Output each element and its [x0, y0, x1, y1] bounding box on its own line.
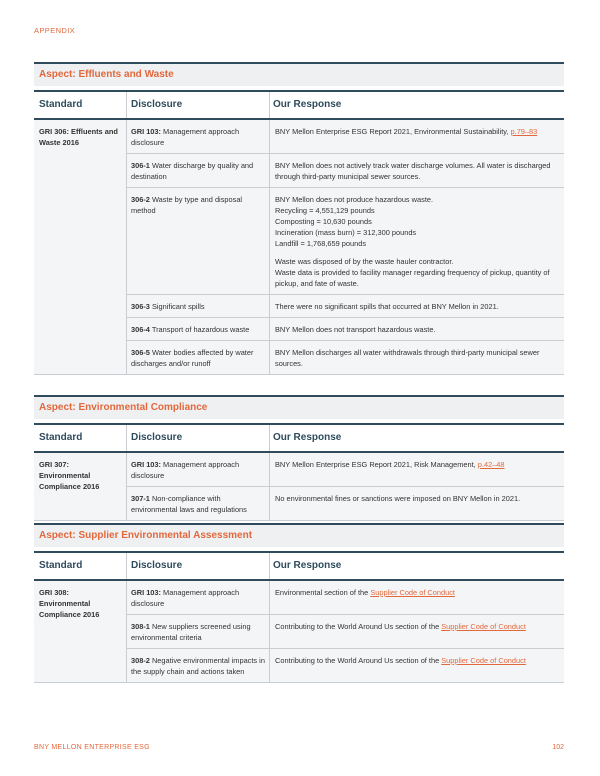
disclosure-text: New suppliers screened using environmental criteria	[131, 622, 251, 642]
col-disclosure: Disclosure	[126, 553, 269, 579]
response-text: BNY Mellon Enterprise ESG Report 2021, Risk Management,	[275, 460, 478, 469]
aspect-title: Aspect: Effluents and Waste	[34, 62, 564, 86]
disclosure-text: Waste by type and disposal method	[131, 195, 243, 215]
aspect-title: Aspect: Supplier Environmental Assessment	[34, 523, 564, 547]
disclosure-code: 306-1	[131, 161, 150, 170]
response-line: Waste was disposed of by the waste hauler contractor.	[275, 257, 454, 266]
disclosure-text: Management approach disclosure	[131, 127, 240, 147]
table-body	[34, 581, 564, 683]
disclosure-text: Significant spills	[149, 302, 205, 311]
disclosure-text: Management approach disclosure	[131, 460, 240, 480]
response-text: There were no significant spills that occurred at BNY Mellon in 2021.	[275, 302, 499, 311]
table-row	[127, 648, 564, 682]
response-text: Contributing to the World Around Us section of the	[275, 622, 442, 631]
response-line: Incineration (mass burn) = 312,300 pounds	[275, 228, 417, 237]
page-link[interactable]: p.42–48	[477, 460, 505, 469]
response-text: BNY Mellon does not transport hazardous waste.	[275, 325, 436, 334]
disclosure-text: Water bodies affected by water discharges and/or runoff	[131, 348, 254, 368]
page-number: 102	[552, 744, 564, 751]
response-text: BNY Mellon discharges all water withdrawals through third-party municipal sewer sources.	[275, 348, 540, 368]
supplier-code-link[interactable]: Supplier Code of Conduct	[441, 656, 526, 665]
page-link[interactable]: p.79–83	[510, 127, 538, 136]
col-standard: Standard	[39, 99, 83, 110]
table-row	[127, 120, 564, 153]
disclosure-code: 308-2	[131, 656, 150, 665]
table-header	[34, 423, 564, 453]
disclosure-text: Negative environmental impacts in the supply chain and actions taken	[131, 656, 265, 676]
disclosure-text: Non-compliance with environmental laws and regulations	[131, 494, 247, 514]
col-response: Our Response	[269, 553, 564, 579]
col-standard: Standard	[39, 560, 83, 571]
table-row	[127, 486, 564, 520]
table-row	[127, 153, 564, 187]
disclosure-code: GRI 103:	[131, 127, 161, 136]
disclosure-text: Water discharge by quality and destination	[131, 161, 254, 181]
disclosure-code: 306-5	[131, 348, 150, 357]
disclosure-text: Transport of hazardous waste	[149, 325, 250, 334]
col-standard: Standard	[39, 432, 83, 443]
response-text: Environmental section of the	[275, 588, 371, 597]
footer-brand: BNY MELLON ENTERPRISE ESG	[34, 744, 150, 751]
col-response: Our Response	[269, 425, 564, 451]
response-text: BNY Mellon does not actively track water discharge volumes. All water is discharged through third-party municipal sewer sources.	[275, 161, 551, 181]
disclosure-code: 306-2	[131, 195, 150, 204]
disclosure-code: GRI 103:	[131, 588, 161, 597]
response-line: BNY Mellon does not produce hazardous waste.	[275, 195, 434, 204]
standard-cell: GRI 306: Effluents and Waste 2016	[39, 127, 118, 147]
response-text: BNY Mellon Enterprise ESG Report 2021, Environmental Sustainability,	[275, 127, 511, 136]
table-row	[127, 581, 564, 614]
table-row	[127, 614, 564, 648]
col-disclosure: Disclosure	[126, 425, 269, 451]
supplier-code-link[interactable]: Supplier Code of Conduct	[370, 588, 455, 597]
table-row	[127, 187, 564, 294]
supplier-section	[34, 523, 564, 683]
response-text: Contributing to the World Around Us section of the	[275, 656, 442, 665]
compliance-section	[34, 395, 564, 521]
supplier-code-link[interactable]: Supplier Code of Conduct	[441, 622, 526, 631]
disclosure-code: 307-1	[131, 494, 150, 503]
table-row	[127, 453, 564, 486]
table-row	[127, 294, 564, 317]
disclosure-code: 306-3	[131, 302, 150, 311]
table-header	[34, 551, 564, 581]
table-header	[34, 90, 564, 120]
col-response: Our Response	[269, 92, 564, 118]
standard-cell: GRI 308: Environmental Compliance 2016	[39, 588, 100, 619]
table-body	[34, 120, 564, 375]
effluents-section	[34, 62, 564, 375]
spacer	[275, 249, 560, 256]
table-row	[127, 317, 564, 340]
response-line: Landfill = 1,768,659 pounds	[275, 239, 367, 248]
section-label: APPENDIX	[34, 26, 76, 35]
table-body	[34, 453, 564, 521]
response-text: No environmental fines or sanctions were imposed on BNY Mellon in 2021.	[275, 494, 521, 503]
response-line: Recycling = 4,551,129 pounds	[275, 206, 375, 215]
table-row	[127, 340, 564, 374]
disclosure-text: Management approach disclosure	[131, 588, 240, 608]
disclosure-code: 306-4	[131, 325, 150, 334]
disclosure-code: GRI 103:	[131, 460, 161, 469]
response-line: Waste data is provided to facility manager regarding frequency of pickup, quantity of pickup, and fate of waste.	[275, 268, 550, 288]
aspect-title: Aspect: Environmental Compliance	[34, 395, 564, 419]
response-line: Composting = 10,630 pounds	[275, 217, 372, 226]
col-disclosure: Disclosure	[126, 92, 269, 118]
disclosure-code: 308-1	[131, 622, 150, 631]
standard-cell: GRI 307: Environmental Compliance 2016	[39, 460, 100, 491]
